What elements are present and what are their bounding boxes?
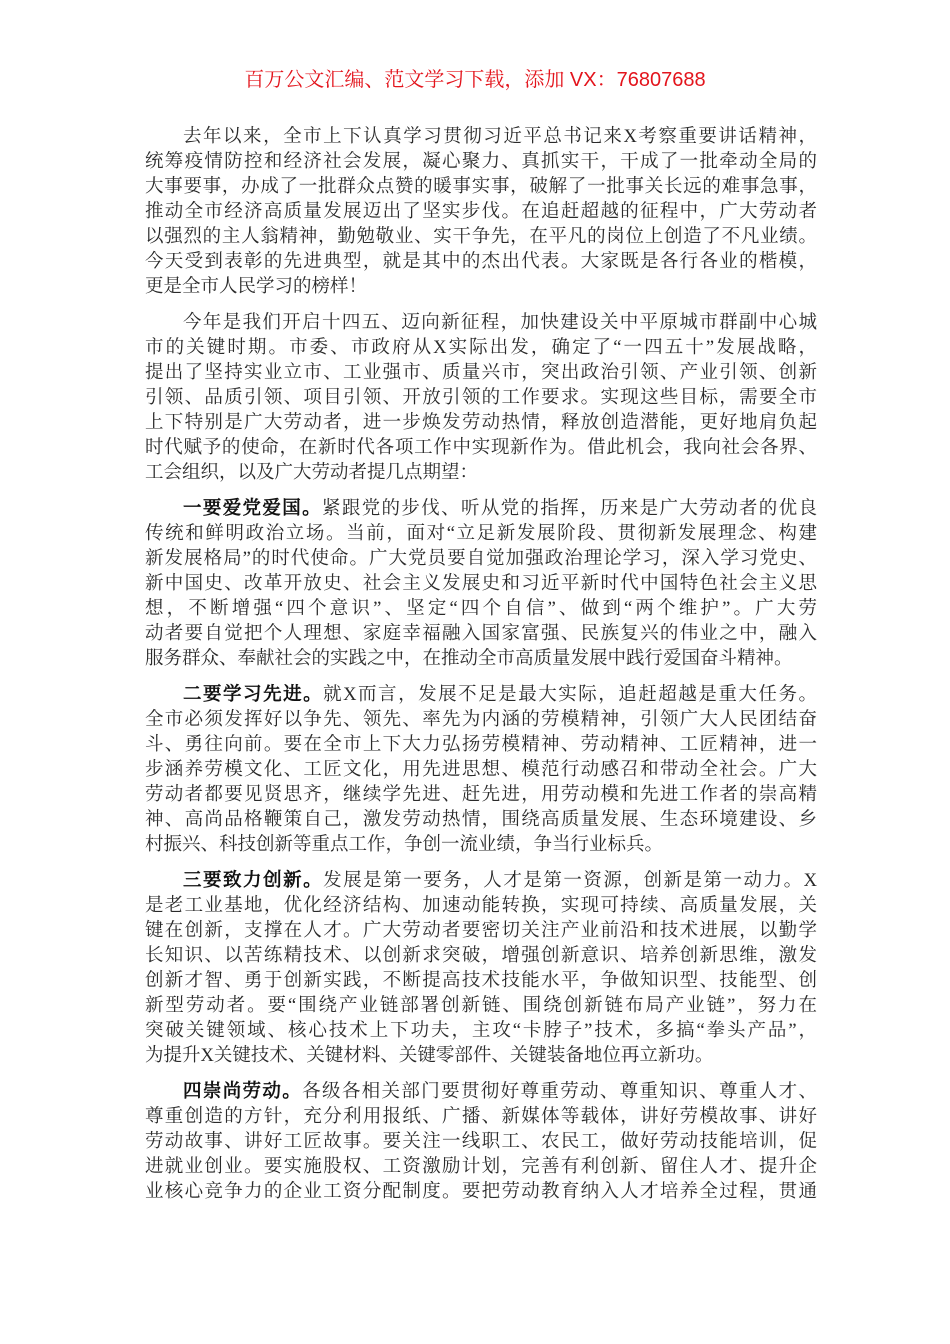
text-line: [145, 1130, 817, 1155]
document-body: [145, 125, 817, 1216]
line-text: 去年以来，全市上下认真学习贯彻习近平总书记来X考察重要讲话精神，: [183, 127, 817, 147]
line-text: 新中国史、改革开放史、社会主义发展史和习近平新时代中国特色社会主义思: [145, 574, 817, 594]
line-text: 是老工业基地，优化经济结构、加速动能转换，实现可持续、高质量发展，关: [145, 896, 817, 916]
text-line: [145, 275, 817, 300]
line-text: 更是全市人民学习的榜样！: [145, 277, 368, 297]
line-text: 各级各相关部门要贯彻好尊重劳动、尊重知识、尊重人才、: [302, 1082, 817, 1102]
paragraph: [145, 311, 817, 486]
line-text: 统筹疫情防控和经济社会发展，凝心聚力、真抓实干，干成了一批牵动全局的: [145, 152, 817, 172]
text-line: [145, 758, 817, 783]
line-text: 想，不断增强“四个意识”、坚定“四个自信”、做到“两个维护”。广大劳: [145, 599, 817, 619]
line-text: 为提升X关键技术、关键材料、关键零部件、关键装备地位再立新功。: [145, 1046, 714, 1066]
text-line: [145, 833, 817, 858]
text-line: [145, 125, 817, 150]
watermark-header: 百万公文汇编、范文学习下载，添加 VX：76807688: [244, 69, 706, 91]
line-text: 长知识、以苦练精技术、以创新求突破，增强创新意识、培养创新思维，激发: [145, 946, 817, 966]
paragraph-lead-heading: 四崇尚劳动。: [183, 1082, 303, 1102]
line-text: 今天受到表彰的先进典型，就是其中的杰出代表。大家既是各行各业的楷模，: [145, 252, 817, 272]
line-text: 紧跟党的步伐、听从党的指挥，历来是广大劳动者的优良: [321, 499, 817, 519]
text-line: [145, 572, 817, 597]
line-text: 传统和鲜明政治立场。当前，面对“立足新发展阶段、贯彻新发展理念、构建: [145, 524, 817, 544]
line-text: 全市必须发挥好以争先、领先、率先为内涵的劳模精神，引领广大人民团结奋: [145, 710, 817, 730]
line-text: 劳动者都要见贤思齐，继续学先进、赶先进，用劳动模和先进工作者的崇高精: [145, 785, 817, 805]
text-line: [145, 547, 817, 572]
paragraph-lead-heading: 一要爱党爱国。: [183, 499, 322, 519]
text-line: [145, 1019, 817, 1044]
text-line: [145, 411, 817, 436]
line-text: 业核心竞争力的企业工资分配制度。要把劳动教育纳入人才培养全过程，贯通: [145, 1182, 817, 1202]
text-line: [145, 200, 817, 225]
text-line: [145, 1044, 817, 1069]
line-text: 神、高尚品格鞭策自己，激发劳动热情，围绕高质量发展、生态环境建设、乡: [145, 810, 817, 830]
text-line: [145, 994, 817, 1019]
paragraph: [145, 869, 817, 1069]
text-line: [145, 461, 817, 486]
line-text: 步涵养劳模文化、工匠文化，用先进思想、模范行动感召和带动全社会。广大: [145, 760, 817, 780]
line-text: 今年是我们开启十四五、迈向新征程，加快建设关中平原城市群副中心城: [183, 313, 817, 333]
line-text: 上下特别是广大劳动者，进一步焕发劳动热情，释放创造潜能，更好地肩负起: [145, 413, 817, 433]
line-text: 突破关键领域、核心技术上下功夫，主攻“卡脖子”技术，多搞“拳头产品”，: [145, 1021, 817, 1041]
text-line: [145, 497, 817, 522]
text-line: [145, 733, 817, 758]
text-line: [145, 311, 817, 336]
line-text: 斗、勇往向前。要在全市上下大力弘扬劳模精神、劳动精神、工匠精神，进一: [145, 735, 817, 755]
text-line: [145, 386, 817, 411]
line-text: 工会组织，以及广大劳动者提几点期望：: [145, 463, 479, 483]
paragraph: [145, 125, 817, 300]
text-line: [145, 597, 817, 622]
line-text: 新型劳动者。要“围绕产业链部署创新链、围绕创新链布局产业链”，努力在: [145, 996, 817, 1016]
line-text: 大事要事，办成了一批群众点赞的暖事实事，破解了一批事关长远的难事急事，: [145, 177, 817, 197]
text-line: [145, 708, 817, 733]
line-text: 市的关键时期。市委、市政府从X实际出发，确定了“一四五十”发展战略，: [145, 338, 817, 358]
line-text: 新发展格局”的时代使命。广大党员要自觉加强政治理论学习，深入学习党史、: [145, 549, 817, 569]
line-text: 提出了坚持实业立市、工业强市、质量兴市，突出政治引领、产业引领、创新: [145, 363, 817, 383]
text-line: [145, 647, 817, 672]
text-line: [145, 175, 817, 200]
text-line: [145, 683, 817, 708]
line-text: 劳动故事、讲好工匠故事。要关注一线职工、农民工，做好劳动技能培训，促: [145, 1132, 817, 1152]
text-line: [145, 894, 817, 919]
text-line: [145, 808, 817, 833]
line-text: 动者要自觉把个人理想、家庭幸福融入国家富强、民族复兴的伟业之中，融入: [145, 624, 817, 644]
text-line: [145, 1180, 817, 1205]
line-text: 进就业创业。要实施股权、工资激励计划，完善有利创新、留住人才、提升企: [145, 1157, 817, 1177]
paragraph-lead-heading: 三要致力创新。: [183, 871, 324, 891]
line-text: 引领、品质引领、项目引领、开放引领的工作要求。实现这些目标，需要全市: [145, 388, 817, 408]
text-line: [145, 150, 817, 175]
paragraph: [145, 683, 817, 858]
text-line: [145, 1080, 817, 1105]
text-line: [145, 336, 817, 361]
line-text: 时代赋予的使命，在新时代各项工作中实现新作为。借此机会，我向社会各界、: [145, 438, 817, 458]
text-line: [145, 1155, 817, 1180]
line-text: 键在创新，支撑在人才。广大劳动者要密切关注产业前沿和技术进展，以勤学: [145, 921, 817, 941]
text-line: [145, 250, 817, 275]
paragraph-lead-heading: 二要学习先进。: [183, 685, 324, 705]
text-line: [145, 361, 817, 386]
line-text: 尊重创造的方针，充分利用报纸、广播、新媒体等载体，讲好劳模故事、讲好: [145, 1107, 817, 1127]
text-line: [145, 1105, 817, 1130]
text-line: [145, 436, 817, 461]
text-line: [145, 969, 817, 994]
paragraph: [145, 1080, 817, 1205]
line-text: 以强烈的主人翁精神，勤勉敬业、实干争先，在平凡的岗位上创造了不凡业绩。: [145, 227, 817, 247]
line-text: 就X而言，发展不足是最大实际，追赶超越是重大任务。: [323, 685, 817, 705]
text-line: [145, 622, 817, 647]
line-text: 创新才智、勇于创新实践，不断提高技术技能水平，争做知识型、技能型、创: [145, 971, 817, 991]
line-text: 村振兴、科技创新等重点工作，争创一流业绩，争当行业标兵。: [145, 835, 664, 855]
text-line: [145, 522, 817, 547]
line-text: 服务群众、奉献社会的实践之中，在推动全市高质量发展中践行爱国奋斗精神。: [145, 649, 793, 669]
text-line: [145, 783, 817, 808]
line-text: 发展是第一要务，人才是第一资源，创新是第一动力。X: [323, 871, 817, 891]
text-line: [145, 869, 817, 894]
line-text: 推动全市经济高质量发展迈出了坚实步伐。在追赶超越的征程中，广大劳动者: [145, 202, 817, 222]
paragraph: [145, 497, 817, 672]
text-line: [145, 944, 817, 969]
text-line: [145, 225, 817, 250]
text-line: [145, 919, 817, 944]
